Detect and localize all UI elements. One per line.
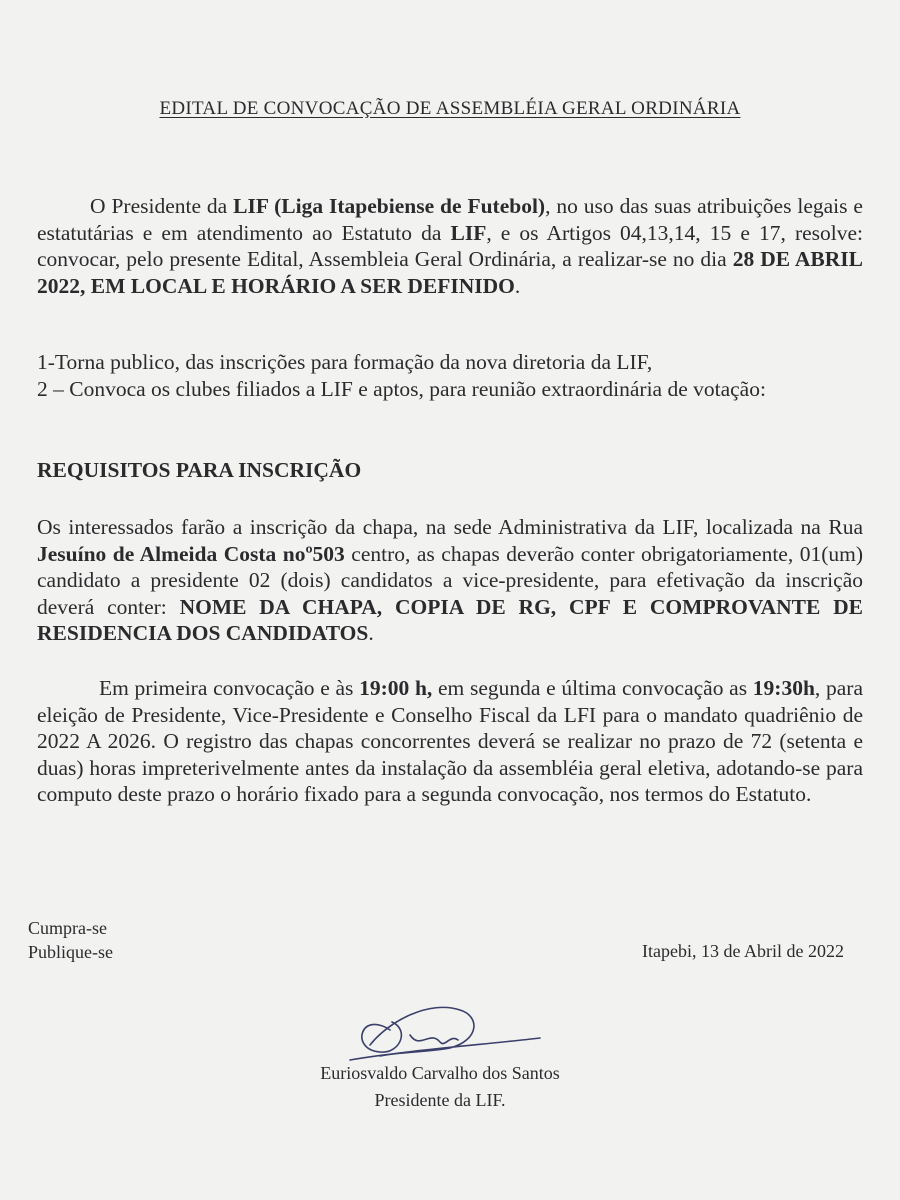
document-title: EDITAL DE CONVOCAÇÃO DE ASSEMBLÉIA GERAL ORDINÁRIA (159, 98, 741, 119)
intro-paragraph: O Presidente da LIF (Liga Itapebiense de Futebol), no uso das suas atribuições legais e estatutárias e em atendimento ao Estatuto da LIF, e os Artigos 04,13,14, 15 e 17, resolve: convocar, pelo presente Edital, Assembleia Geral Ordinária, a realizar-se no dia 28 DE ABRIL 2022, EM LOCAL E HORÁRIO A SER DEFINIDO. (37, 194, 864, 298)
place-date: Itapebi, 13 de Abril de 2022 (642, 941, 844, 961)
closing-formula (28, 916, 113, 964)
section-heading: REQUISITOS PARA INSCRIÇÃO (37, 458, 362, 482)
signatory-name: Euriosvaldo Carvalho dos Santos (320, 1063, 560, 1083)
requirements-paragraph: Os interessados farão a inscrição da chapa, na sede Administrativa da LIF, localizada na Rua Jesuíno de Almeida Costa noº503 centro, as chapas deverão conter obrigatoriamente, 01(um) candidato a presidente 02 (dois) candidatos a vice-presidente, para efetivação da inscrição deverá conter: NOME DA CHAPA, COPIA DE RG, CPF E COMPROVANTE DE RESIDENCIA DOS CANDIDATOS. (37, 515, 864, 645)
item-2: 2 – Convoca os clubes filiados a LIF e aptos, para reunião extraordinária de votação: (37, 376, 766, 401)
cumpra-se: Cumpra-se (28, 918, 107, 938)
signatory-role: Presidente da LIF. (374, 1090, 506, 1110)
item-1: 1-Torna publico, das inscrições para formação da nova diretoria da LIF, (37, 350, 653, 374)
numbered-items (37, 349, 863, 402)
signature-block (260, 1060, 620, 1114)
publique-se: Publique-se (28, 942, 113, 962)
convocation-paragraph: Em primeira convocação e às 19:00 h, em segunda e última convocação as 19:30h, para eleição de Presidente, Vice-Presidente e Conselho Fiscal da LFI para o mandato quadriênio de 2022 A 2026. O registro das chapas concorrentes deverá se realizar no prazo de 72 (setenta e duas) horas impreterivelmente antes da instalação da assembléia geral eletiva, adotando-se para computo deste prazo o horário fixado para a segunda convocação, nos termos do Estatuto. (37, 676, 863, 806)
